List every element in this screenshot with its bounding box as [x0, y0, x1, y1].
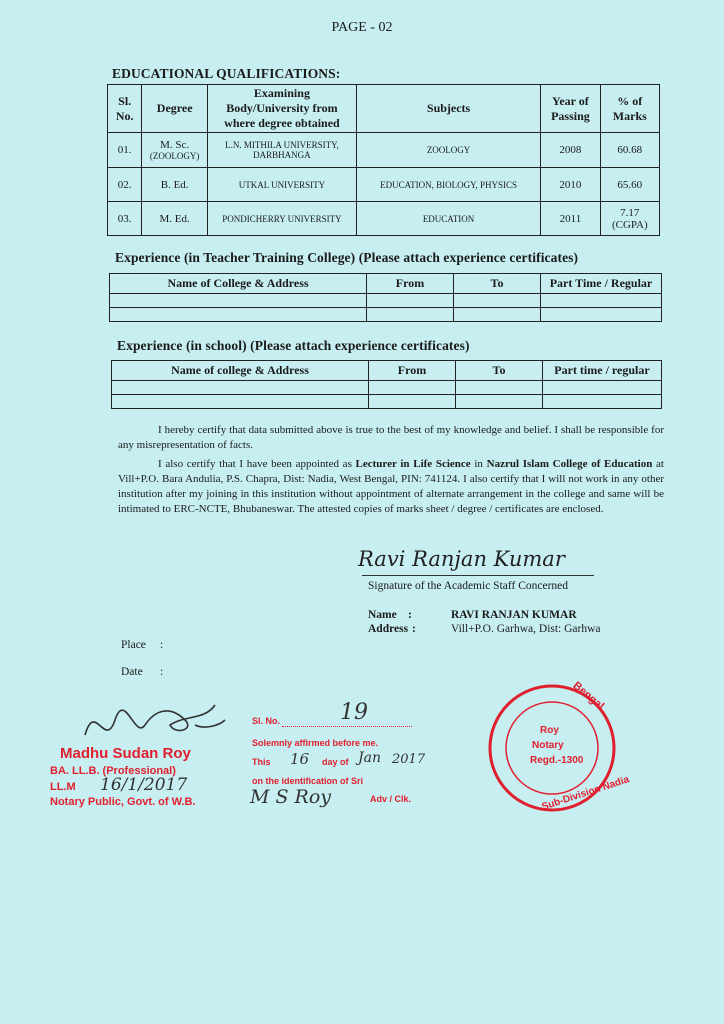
col-sl-no: Sl. No. — [108, 85, 142, 133]
degree-subject: (ZOOLOGY) — [149, 151, 200, 161]
exp-school-table — [111, 360, 662, 409]
notary-handwritten-date: 16/1/2017 — [100, 775, 188, 795]
cell-marks: 7.17 (CGPA) — [600, 202, 659, 236]
seal-mid-2: Notary — [532, 740, 564, 751]
name-label: Name — [368, 609, 397, 621]
col-college-name: Name of College & Address — [110, 274, 367, 294]
table-row — [108, 202, 660, 236]
education-title: EDUCATIONAL QUALIFICATIONS: — [112, 66, 341, 81]
col-degree: Degree — [142, 85, 208, 133]
col-marks: % of Marks — [600, 85, 659, 133]
table-row — [112, 395, 662, 409]
address-value: Vill+P.O. Garhwa, Dist: Garhwa — [451, 623, 601, 635]
cell-marks: 65.60 — [600, 168, 659, 202]
college-name: Nazrul Islam College of Education — [486, 458, 653, 470]
col-subjects: Subjects — [356, 85, 540, 133]
affidavit-initials: M S Roy — [250, 786, 332, 808]
cell-marks: 60.68 — [600, 133, 659, 168]
affidavit-year: 2017 — [392, 752, 426, 767]
cell-sl: 02. — [108, 168, 142, 202]
table-row — [110, 308, 662, 322]
education-header-row — [108, 85, 660, 133]
cell-body: PONDICHERRY UNIVERSITY — [207, 202, 356, 236]
cell-degree: B. Ed. — [142, 168, 208, 202]
cell-body: L.N. MITHILA UNIVERSITY, DARBHANGA — [207, 133, 356, 168]
affidavit-adv-label: Adv / Clk. — [370, 794, 412, 804]
degree-name: M. Sc. — [160, 139, 190, 151]
seal-mid-3: Regd.-1300 — [530, 755, 584, 766]
post-title: Lecturer in Life Science — [355, 458, 471, 470]
exp-college-header-row — [110, 274, 662, 294]
name-value: RAVI RANJAN KUMAR — [451, 609, 577, 621]
cell-subjects: ZOOLOGY — [356, 133, 540, 168]
col-from: From — [369, 361, 456, 381]
seal-top-text: Bengal — [570, 679, 607, 713]
cell-subjects: EDUCATION — [356, 202, 540, 236]
cell-year: 2010 — [541, 168, 600, 202]
exp-college-title: Experience (in Teacher Training College) (Please attach experience certificates) — [115, 250, 579, 265]
notary-name: Madhu Sudan Roy — [60, 745, 191, 762]
table-row — [108, 133, 660, 168]
table-row — [108, 168, 660, 202]
col-part-time-regular: Part time / regular — [543, 361, 662, 381]
cell-year: 2011 — [541, 202, 600, 236]
affidavit-affirmed: Solemnly affirmed before me. — [252, 738, 379, 748]
cell-year: 2008 — [541, 133, 600, 168]
affidavit-this-label: This — [252, 757, 271, 767]
notary-quals-1: BA. LL.B. (Professional) — [50, 765, 176, 777]
signature-line — [362, 575, 594, 576]
page-number: PAGE - 02 — [331, 20, 393, 35]
declaration-paragraph-1: I hereby certify that data submitted above is true to the best of my knowledge and belief. I shall be responsible for any misrepresentation of facts. — [118, 424, 664, 451]
cell-degree: M. Ed. — [142, 202, 208, 236]
col-examining-body: Examining Body/University from where degree obtained — [207, 85, 356, 133]
cell-degree — [142, 133, 208, 168]
cell-sl: 01. — [108, 133, 142, 168]
col-from: From — [367, 274, 454, 294]
table-row — [112, 381, 662, 395]
col-to: To — [454, 274, 541, 294]
col-year: Year of Passing — [541, 85, 600, 133]
affidavit-day-label: day of — [322, 757, 349, 767]
exp-school-title: Experience (in school) (Please attach experience certificates) — [117, 338, 470, 353]
place-label: Place — [121, 639, 146, 651]
col-college-name: Name of college & Address — [112, 361, 369, 381]
cell-subjects: EDUCATION, BIOLOGY, PHYSICS — [356, 168, 540, 202]
cell-sl: 03. — [108, 202, 142, 236]
signature-caption: Signature of the Academic Staff Concerned — [368, 580, 569, 592]
table-row — [110, 294, 662, 308]
declaration-paragraph-2: I also certify that I have been appointed as Lecturer in Life Science in Nazrul Islam College of Education at Vill+P.O. Bara Andulia, P.S. Chapra, Dist: Nadia, West Bengal, PIN: 741124. I also certify that I will not work in any other institution after my joining in this institution without appointment of alternate arrangement in the college and same will be intimated to ERC-NCTE, Bhubaneswar. The attested copies of marks sheet / degree / certificates are enclosed. — [118, 458, 664, 515]
date-label: Date — [121, 666, 143, 678]
seal-bottom-text: Sub-Division Nadia — [540, 774, 631, 813]
notary-office: Notary Public, Govt. of W.B. — [50, 796, 196, 808]
affidavit-sl-value: 19 — [340, 700, 368, 725]
notary-quals-2: LL.M — [50, 781, 76, 793]
handwritten-signature: Ravi Ranjan Kumar — [358, 547, 565, 571]
affidavit-identification: on the identification of Sri — [252, 776, 363, 786]
cell-body: UTKAL UNIVERSITY — [207, 168, 356, 202]
col-to: To — [456, 361, 543, 381]
col-part-time-regular: Part Time / Regular — [541, 274, 662, 294]
exp-school-header-row — [112, 361, 662, 381]
exp-college-table — [109, 273, 662, 322]
affidavit-day: 16 — [290, 750, 310, 768]
seal-mid-1: Roy — [540, 725, 559, 736]
address-label: Address — [368, 623, 409, 635]
notary-signature-scribble — [75, 695, 235, 750]
education-table — [107, 84, 660, 236]
affidavit-sl-label: Sl. No. — [252, 716, 281, 726]
affidavit-month: Jan — [358, 750, 381, 766]
